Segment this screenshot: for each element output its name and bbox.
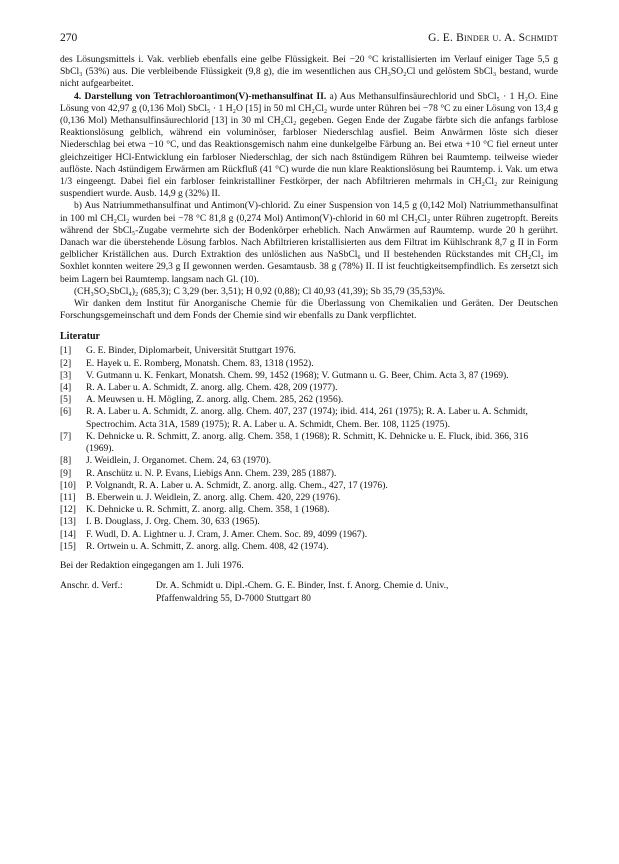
body-text [60,54,558,322]
page [60,22,558,605]
literature-heading: Literatur [60,331,100,343]
reference-text: F. Wudl, D. A. Lightner u. J. Cram, J. Amer. Chem. Soc. 89, 4099 (1967). [86,528,368,540]
reference-text: J. Weidlein, J. Organomet. Chem. 24, 63 (1970). [86,455,272,467]
elemental-analysis: (CH₃SO₂SbCl₄)₂ (685,3); C 3,29 (ber. 3,51); H 0,92 (0,88); Cl 40,93 (41,39); Sb 35,79 (35,53)%. [74,285,446,297]
reference-text: R. Anschütz u. N. P. Evans, Liebigs Ann. Chem. 239, 285 (1887). [86,467,337,479]
reference-item [60,358,558,370]
reference-number: [3] [60,369,72,381]
reference-item [60,516,558,528]
reference-item [60,382,558,394]
reference-number: [7] [60,430,72,442]
author-address [60,579,558,605]
running-head-authors: G. E. Binder u. A. Schmidt [428,32,558,44]
reference-text: I. B. Douglass, J. Org. Chem. 30, 633 (1965). [86,516,260,528]
reference-number: [2] [60,357,72,369]
section-4a-text: Eine Lösung von 42,97 g (0,136 Mol) SbCl₅ · 1 H₂O [15] in 50 ml CH₂Cl₂ wurde unter Rühren bei −78 °C zu einer Lösung von 13,4 g (0,136 Mol) Methansulfinsäurechlorid [13] in 30 ml CH₂Cl₂ gegeben. Gegen Ende der Zugabe färbte sich die anfangs farblose Reaktionslösung gelblich, während ein voluminöser, farbloser Niederschlag ausfiel. Beim Anwärmen löste sich dieser Niederschlag bei etwa −10 °C, und das Reaktionsgemisch nahm eine dunkelgelbe Färbung an. Bei etwa +10 °C fiel erneut unter gleichzeitiger HCl-Entwicklung ein farbloser Niederschlag, der sich nach 8stündigem Rühren bei Raumtemp. teilweise wieder auflöste. Nach 4stündigem Erwärmen am Rückfluß (41 °C) wurde die nun klare Reaktionslösung bei Raumtemp. i. Vak. um etwa 1/3 eingeengt. Dabei fiel ein farbloser feinkristalliner Festkörper, der nach Abfiltrieren mehrmals in CH₂Cl₂ zur Reinigung suspendiert wurde. Ausb. 14,9 g (32%) II. [60,90,558,200]
reference-number: [4] [60,382,72,394]
reference-text: G. E. Binder, Diplomarbeit, Universität Stuttgart 1976. [86,345,296,357]
reference-text: A. Meuwsen u. H. Mögling, Z. anorg. allg. Chem. 285, 262 (1956). [86,394,344,406]
reference-number: [1] [60,345,72,357]
section-4-paragraph [60,91,558,201]
reference-item [60,529,558,541]
reference-text: B. Eberwein u. J. Weidlein, Z. anorg. allg. Chem. 420, 229 (1976). [86,491,341,503]
reference-number: [15] [60,540,76,552]
reference-number: [10] [60,479,76,491]
reference-list [60,345,558,552]
reference-text: E. Hayek u. E. Romberg, Monatsh. Chem. 83, 1318 (1952). [86,357,314,369]
reference-number: [14] [60,528,76,540]
reference-item [60,468,558,480]
running-header [60,22,558,44]
reference-item [60,394,558,406]
page-number: 270 [60,32,78,44]
reference-text: R. Ortwein u. A. Schmitt, Z. anorg. allg. Chem. 408, 42 (1974). [86,540,329,552]
section-4b-label: b) Aus Natriummethansulfinat und Antimon(V)-chlorid. [74,200,291,212]
address-line-1: Dr. A. Schmidt u. Dipl.-Chem. G. E. Binder, Inst. f. Anorg. Chemie d. Univ., [156,579,449,591]
reference-number: [8] [60,455,72,467]
reference-text: R. A. Laber u. A. Schmidt, Z. anorg. allg. Chem. 407, 237 (1974); ibid. 414, 261 (1975); R. A. Laber u. A. Schmidt, Spectrochim. Acta 31A, 1589 (1975); R. A. Laber u. A. Schmidt, Chem. Ber. 108, 1125 (1975). [86,406,528,430]
reference-number: [12] [60,504,76,516]
address-label: Anschr. d. Verf.: [60,579,123,591]
section-4a-label: a) Aus Methansulfinsäurechlorid und SbCl₅ · 1 H₂O. [329,90,538,102]
received-date: Bei der Redaktion eingegangen am 1. Juli 1976. [60,559,244,571]
reference-number: [9] [60,467,72,479]
section-4b-paragraph [60,200,558,285]
reference-item [60,492,558,504]
reference-item [60,480,558,492]
reference-item [60,370,558,382]
reference-text: P. Volgnandt, R. A. Laber u. A. Schmidt, Z. anorg. allg. Chem., 427, 17 (1976). [86,479,388,491]
reference-item [60,345,558,357]
reference-number: [6] [60,406,72,418]
reference-item [60,541,558,553]
reference-number: [11] [60,491,76,503]
reference-number: [5] [60,394,72,406]
reference-number: [13] [60,516,76,528]
section-4b-text: Zu einer Suspension von 14,5 g (0,142 Mol) Natriummethansulfinat in 100 ml CH₂Cl₂ wurden bei −78 °C 81,8 g (0,274 Mol) Antimon(V)-chlorid in 60 ml CH₂Cl₂ unter Rühren zugetropft. Bereits während der SbCl₅-Zugabe vermehrte sich der Bodenkörper erheblich. Nach Anwärmen auf Raumtemp. wurde 20 h gerührt. Danach war die überstehende Lösung farblos. Nach Abfiltrieren kristallisierten aus dem Filtrat im Kühlschrank 8,7 g II in Form gelblicher Kriställchen aus. Durch Extraktion des unlöslichen aus NaSbCl₆ und II bestehenden Rückstandes mit CH₂Cl₂ im Soxhlet konnten weitere 29,3 g II gewonnen werden. Gesamtausb. 38 g (78%) II. II ist feuchtigkeitsempfindlich. Es zersetzt sich beim Lagern bei Raumtemp. langsam nach Gl. (10). [60,200,558,285]
section-4-title: 4. Darstellung von Tetrachloroantimon(V)-methansulfinat II. [74,90,327,102]
reference-item [60,406,558,430]
acknowledgement: Wir danken dem Institut für Anorganische Chemie für die Überlassung von Chemikalien und Geräten. Der Deutschen Forschungsgemeinschaft und dem Fonds der Chemie sind wir ebenfalls zu Dank verpflichtet. [60,298,558,322]
reference-item [60,504,558,516]
address-line-2: Pfaffenwaldring 55, D-7000 Stuttgart 80 [156,592,311,604]
reference-item [60,431,558,455]
reference-text: K. Dehnicke u. R. Schmitt, Z. anorg. allg. Chem. 358, 1 (1968); R. Schmitt, K. Dehnicke u. E. Fluck, ibid. 366, 316 (1969). [86,430,529,455]
intro-paragraph: des Lösungsmittels i. Vak. verblieb ebenfalls eine gelbe Flüssigkeit. Bei −20 °C kristallisierten im Verlauf einiger Tage 5,5 g SbCl₃ (53%) aus. Die verbleibende Flüssigkeit (9,8 g), die im wesentlichen aus CH₃SO₂Cl und gelöstem SbCl₃ bestand, wurde nicht aufgearbeitet. [60,54,558,90]
reference-text: V. Gutmann u. K. Fenkart, Monatsh. Chem. 99, 1452 (1968); V. Gutmann u. G. Beer, Chim. Acta 3, 87 (1969). [86,369,509,381]
reference-text: K. Dehnicke u. R. Schmitt, Z. anorg. allg. Chem. 358, 1 (1968). [86,504,330,516]
reference-text: R. A. Laber u. A. Schmidt, Z. anorg. allg. Chem. 428, 209 (1977). [86,382,338,394]
address-value [156,579,558,605]
reference-item [60,455,558,467]
